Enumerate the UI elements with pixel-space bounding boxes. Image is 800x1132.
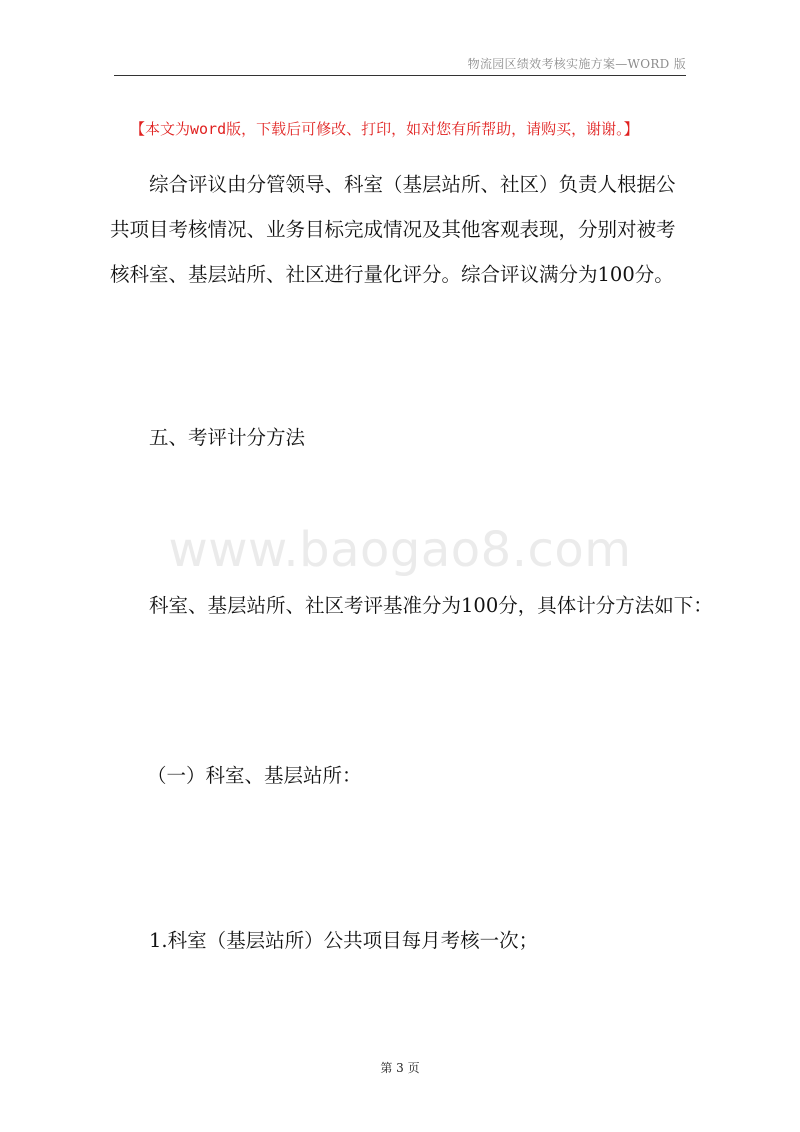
watermark: www.baogao8.com (168, 522, 632, 578)
running-header: 物流园区绩效考核实施方案—WORD 版 (467, 57, 686, 71)
download-notice: 【本文为word版，下载后可修改、打印，如对您有所帮助，请购买，谢谢。】 (130, 120, 639, 138)
header-rule (114, 75, 686, 76)
method-intro: 科室、基层站所、社区考评基准分为100分，具体计分方法如下： (149, 594, 713, 617)
body-paragraph: 综合评议由分管领导、科室（基层站所、社区）负责人根据公共项目考核情况、业务目标完成情况及其他客观表现，分别对被考核科室、基层站所、社区进行量化评分。综合评议满分为100分。 (110, 173, 676, 286)
page-number: 第 3 页 (380, 1061, 420, 1075)
sub-heading: （一）科室、基层站所： (147, 764, 362, 787)
list-item: 1.科室（基层站所）公共项目每月考核一次； (149, 929, 539, 952)
section-heading: 五、考评计分方法 (149, 426, 306, 449)
